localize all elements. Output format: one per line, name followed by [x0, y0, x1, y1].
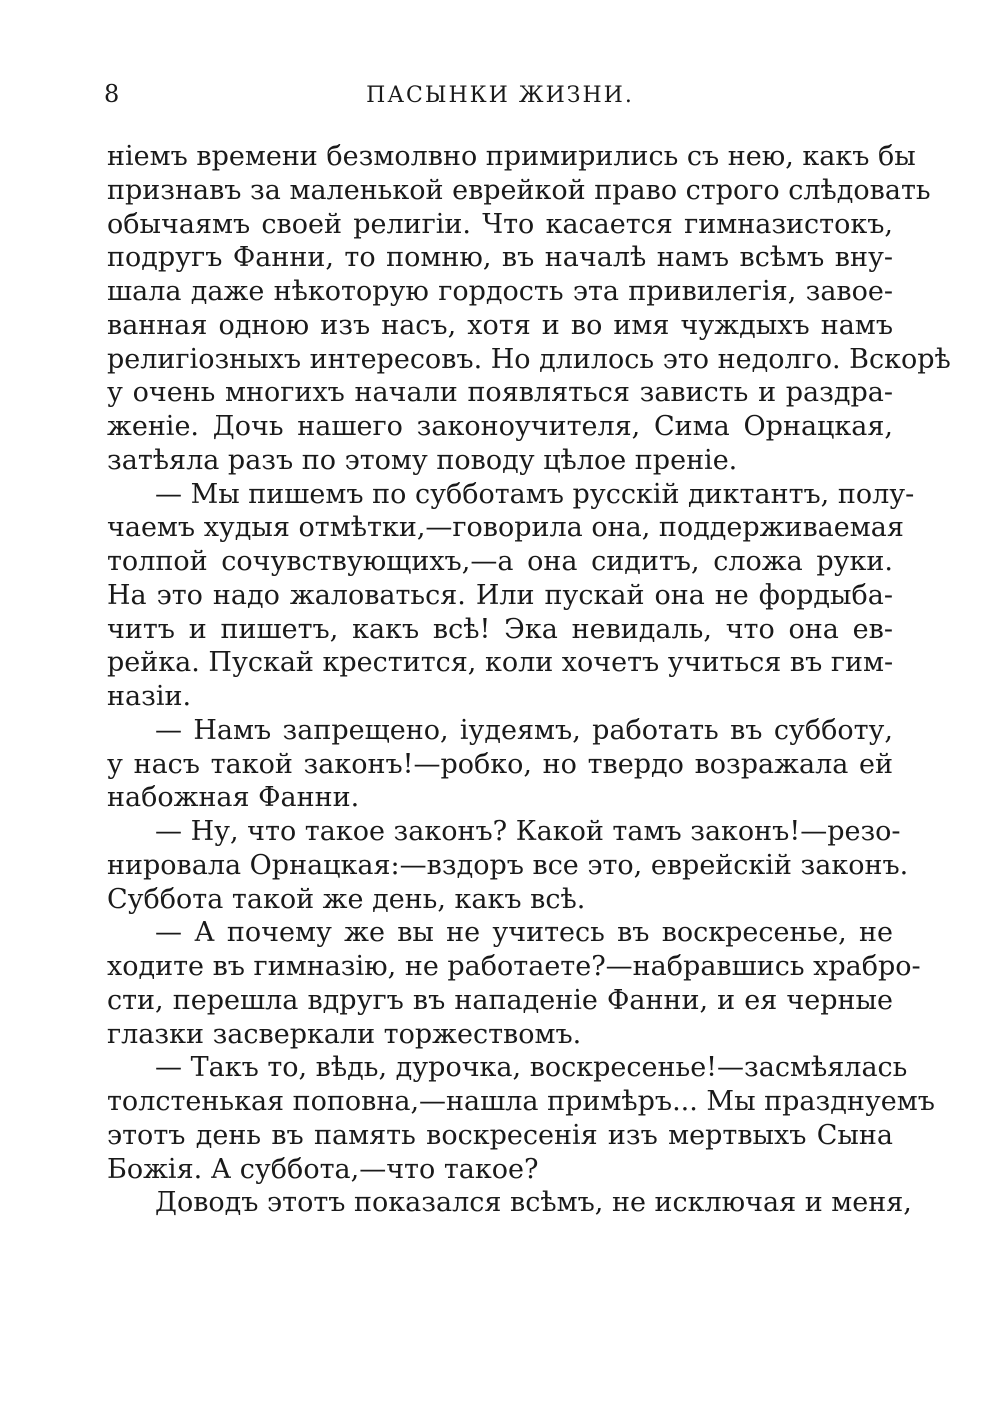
text-line: ванная одною изъ насъ, хотя и во имя чуждыхъ намъ [107, 309, 893, 341]
text-line: затѣяла разъ по этому поводу цѣлое преніе. [107, 444, 738, 476]
text-line: — Мы пишемъ по субботамъ русскій диктантъ, полу- [155, 478, 915, 510]
text-line: сти, перешла вдругъ въ нападеніе Фанни, и ея черные [107, 984, 893, 1016]
text-line: ходите въ гимназію, не работаете?—набравшись храбро- [107, 951, 921, 982]
text-line: религіозныхъ интересовъ. Но длилось это недолго. Вскорѣ [107, 343, 951, 375]
text-line: толстенькая поповна,—нашла примѣръ... Мы празднуемъ [107, 1086, 935, 1117]
body-text [107, 140, 951, 1220]
text-line: обычаямъ своей религіи. Что касается гимназистокъ, [107, 208, 893, 240]
text-line: Доводъ этотъ показался всѣмъ, не исключая и меня, [155, 1187, 912, 1219]
text-line: признавъ за маленькой еврейкой право строго слѣдовать [107, 174, 931, 206]
text-line: этотъ день въ память воскресенія изъ мертвыхъ Сына [107, 1119, 893, 1151]
running-title: ПАСЫНКИ ЖИЗНИ. [366, 83, 634, 108]
text-line: ніемъ времени безмолвно примирились съ нею, какъ бы [107, 141, 916, 172]
text-line: нировала Орнацкая:—вздоръ все это, еврейскій законъ. [107, 849, 909, 881]
text-line: — Такъ то, вѣдь, дурочка, воскресенье!—засмѣялась [155, 1052, 908, 1084]
text-line: подругъ Фанни, то помню, въ началѣ намъ всѣмъ вну- [107, 242, 893, 274]
text-line: рейка. Пускай крестится, коли хочетъ учиться въ гим- [107, 647, 894, 679]
text-line: глазки засверкали торжествомъ. [107, 1018, 582, 1050]
text-line: у насъ такой законъ!—робко, но твердо возражала ей [107, 748, 893, 780]
text-line: Божія. А суббота,—что такое? [107, 1153, 539, 1185]
text-line: назіи. [107, 681, 192, 712]
text-line: набожная Фанни. [107, 782, 360, 814]
text-line: шала даже нѣкоторую гордость эта привилегія, завое- [107, 276, 893, 307]
text-line: чаемъ худыя отмѣтки,—говорила она, поддерживаемая [107, 512, 904, 544]
text-line: у очень многихъ начали появляться зависть и раздра- [107, 377, 893, 409]
text-line: На это надо жаловаться. Или пускай она не фордыба- [107, 579, 893, 611]
text-line: — Намъ запрещено, іудеямъ, работать въ субботу, [155, 714, 893, 746]
text-line: Суббота такой же день, какъ всѣ. [107, 883, 586, 915]
text-line: — А почему же вы не учитесь въ воскресенье, не [155, 917, 893, 949]
text-line: — Ну, что такое законъ? Какой тамъ законъ!—резо- [155, 816, 901, 847]
text-line: читъ и пишетъ, какъ всѣ! Эка невидаль, что она ев- [107, 613, 893, 645]
text-line: женіе. Дочь нашего законоучителя, Сима Орнацкая, [107, 411, 893, 442]
page-number: 8 [104, 80, 120, 108]
text-line: толпой сочувствующихъ,—а она сидитъ, сложа руки. [107, 546, 893, 577]
